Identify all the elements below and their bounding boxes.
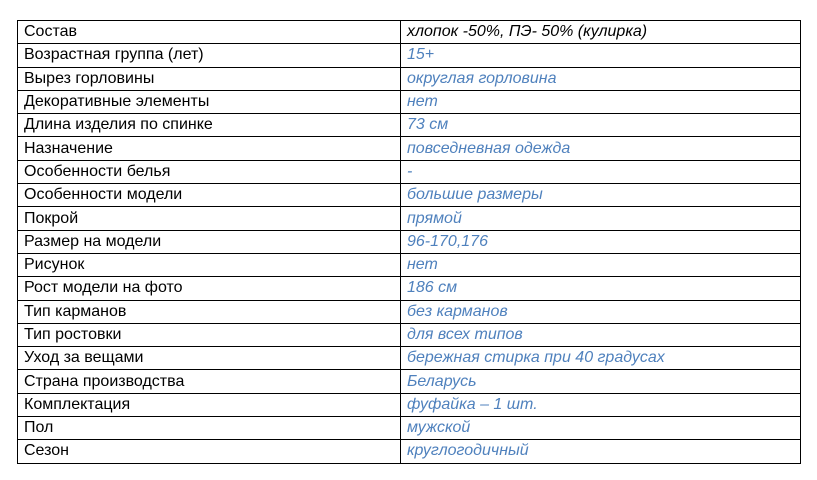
row-value: 96-170,176	[401, 230, 801, 253]
table-row	[18, 137, 801, 160]
row-label: Уход за вещами	[18, 347, 401, 370]
row-label: Возрастная группа (лет)	[18, 44, 401, 67]
table-row	[18, 114, 801, 137]
spec-table-body	[18, 21, 801, 464]
row-value: округлая горловина	[401, 67, 801, 90]
table-row	[18, 440, 801, 463]
row-label: Длина изделия по спинке	[18, 114, 401, 137]
table-row	[18, 67, 801, 90]
row-label: Особенности модели	[18, 184, 401, 207]
row-value: хлопок -50%, ПЭ- 50% (кулирка)	[401, 21, 801, 44]
row-label: Размер на модели	[18, 230, 401, 253]
row-label: Сезон	[18, 440, 401, 463]
row-value: бережная стирка при 40 градусах	[401, 347, 801, 370]
row-value: мужской	[401, 417, 801, 440]
row-label: Особенности белья	[18, 160, 401, 183]
table-row	[18, 347, 801, 370]
row-label: Покрой	[18, 207, 401, 230]
row-value: без карманов	[401, 300, 801, 323]
row-label: Декоративные элементы	[18, 90, 401, 113]
row-label: Назначение	[18, 137, 401, 160]
table-row	[18, 277, 801, 300]
table-row	[18, 323, 801, 346]
table-row	[18, 253, 801, 276]
table-row	[18, 90, 801, 113]
table-row	[18, 300, 801, 323]
row-label: Состав	[18, 21, 401, 44]
row-label: Пол	[18, 417, 401, 440]
row-value: прямой	[401, 207, 801, 230]
table-row	[18, 230, 801, 253]
row-value: Беларусь	[401, 370, 801, 393]
table-row	[18, 160, 801, 183]
row-value: 186 см	[401, 277, 801, 300]
row-label: Тип карманов	[18, 300, 401, 323]
row-value: нет	[401, 90, 801, 113]
row-value: круглогодичный	[401, 440, 801, 463]
product-spec-table	[17, 20, 801, 464]
row-label: Вырез горловины	[18, 67, 401, 90]
table-row	[18, 417, 801, 440]
row-value: для всех типов	[401, 323, 801, 346]
row-value: повседневная одежда	[401, 137, 801, 160]
row-value: фуфайка – 1 шт.	[401, 393, 801, 416]
row-label: Страна производства	[18, 370, 401, 393]
table-row	[18, 184, 801, 207]
row-label: Тип ростовки	[18, 323, 401, 346]
row-value: 73 см	[401, 114, 801, 137]
row-value: большие размеры	[401, 184, 801, 207]
row-value: -	[401, 160, 801, 183]
table-row	[18, 393, 801, 416]
row-label: Рисунок	[18, 253, 401, 276]
row-value: 15+	[401, 44, 801, 67]
row-value: нет	[401, 253, 801, 276]
table-row	[18, 207, 801, 230]
row-label: Рост модели на фото	[18, 277, 401, 300]
row-label: Комплектация	[18, 393, 401, 416]
table-row	[18, 370, 801, 393]
table-row	[18, 44, 801, 67]
table-row	[18, 21, 801, 44]
